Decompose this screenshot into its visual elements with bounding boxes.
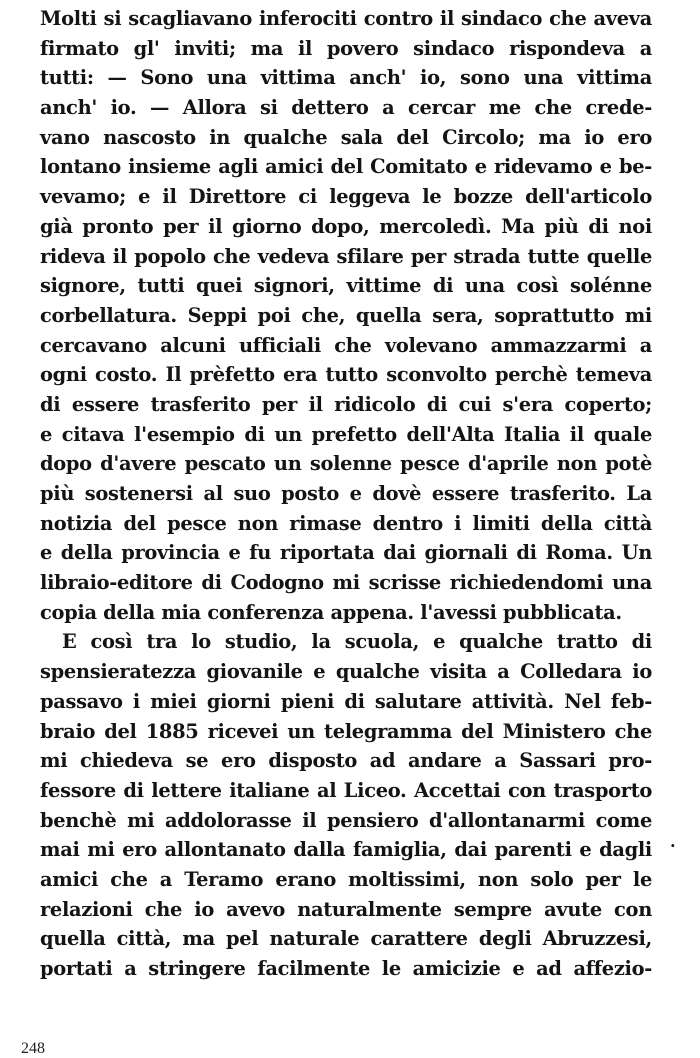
text-line: corbellatura. Seppi poi che, quella sera, soprattutto mi: [40, 303, 652, 327]
text-line: cercavano alcuni ufficiali che volevano ammazzarmi a: [40, 333, 652, 357]
text-line: fessore di lettere italiane al Liceo. Accettai con trasporto: [40, 778, 652, 802]
paragraph: [40, 627, 652, 983]
paragraph: [40, 4, 652, 627]
body-text: [40, 4, 652, 984]
text-line: braio del 1885 ricevei un telegramma del Ministero che: [40, 719, 652, 743]
text-line: e della provincia e fu riportata dai giornali di Roma. Un: [40, 541, 652, 565]
text-line: E così tra lo studio, la scuola, e qualche tratto di: [62, 630, 652, 654]
text-line: dopo d'avere pescato un solenne pesce d'aprile non potè: [40, 452, 652, 476]
text-line: vevamo; e il Direttore ci leggeva le bozze dell'articolo: [40, 185, 652, 209]
text-line: mai mi ero allontanato dalla famiglia, dai parenti e dagli: [40, 838, 652, 862]
text-line: ogni costo. Il prèfetto era tutto sconvolto perchè temeva: [40, 363, 652, 387]
text-line: benchè mi addolorasse il pensiero d'allontanarmi come: [40, 808, 652, 832]
text-line: più sostenersi al suo posto e dovè essere trasferito. La: [40, 482, 652, 505]
text-line: copia della mia conferenza appena. l'avessi pubblicata.: [40, 600, 622, 624]
text-line: spensieratezza giovanile e qualche visita a Colledara io: [40, 660, 652, 684]
text-line: anch' io. — Allora si dettero a cercar me che crede-: [40, 96, 652, 120]
text-line: e citava l'esempio di un prefetto dell'Alta Italia il quale: [40, 422, 652, 446]
text-line: Molti si scagliavano inferociti contro il sindaco che aveva: [40, 7, 652, 30]
text-line: amici che a Teramo erano moltissimi, non solo per le: [40, 867, 652, 891]
text-line: tutti: — Sono una vittima anch' io, sono una vittima: [40, 66, 652, 90]
page-number: 248: [21, 1040, 45, 1057]
text-line: rideva il popolo che vedeva sfilare per strada tutte quelle: [40, 244, 652, 268]
text-line: vano nascosto in qualche sala del Circolo; ma io ero: [40, 125, 652, 149]
text-line: passavo i miei giorni pieni di salutare attività. Nel feb-: [40, 689, 652, 713]
text-line: mi chiedeva se ero disposto ad andare a Sassari pro-: [40, 749, 652, 773]
text-line: firmato gl' inviti; ma il povero sindaco rispondeva a: [40, 36, 652, 60]
text-line: signore, tutti quei signori, vittime di una così solénne: [40, 274, 652, 298]
text-line: lontano insieme agli amici del Comitato e ridevamo e be-: [40, 155, 652, 179]
text-line: relazioni che io avevo naturalmente sempre avute con: [40, 897, 652, 921]
stray-mark: .: [670, 832, 676, 851]
text-line: già pronto per il giorno dopo, mercoledì. Ma più di noi: [40, 214, 652, 238]
text-line: portati a stringere facilmente le amicizie e ad affezio-: [40, 957, 652, 980]
text-line: quella città, ma pel naturale carattere degli Abruzzesi,: [40, 927, 652, 951]
text-line: notizia del pesce non rimase dentro i limiti della città: [40, 511, 652, 535]
text-line: libraio-editore di Codogno mi scrisse richiedendomi una: [40, 571, 652, 595]
text-line: di essere trasferito per il ridicolo di cui s'era coperto;: [40, 392, 652, 416]
